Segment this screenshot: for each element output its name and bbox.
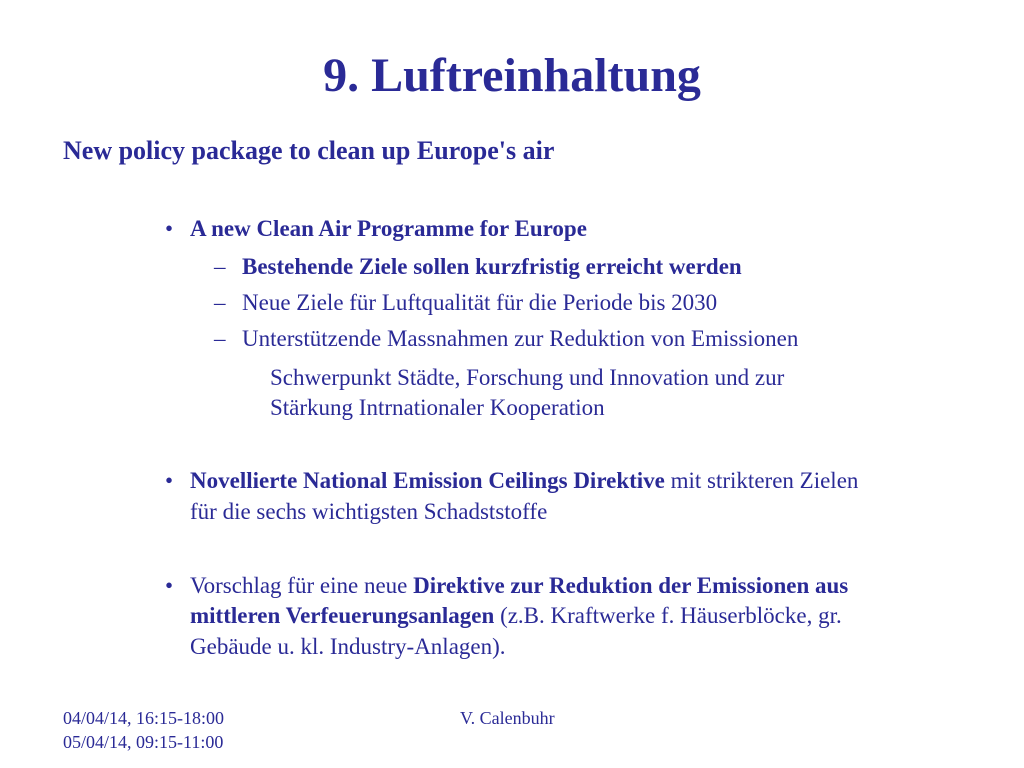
bullet-marker: • (165, 468, 174, 493)
bullet-3-bold-text-2: mittleren Verfeuerungsanlagen (190, 603, 495, 628)
bullet-3-normal-text-2: (z.B. Kraftwerke f. Häuserblöcke, gr. (494, 603, 842, 628)
dash-marker: – (214, 290, 226, 315)
slide-title: 9. Luftreinhaltung (323, 49, 701, 102)
slide-subtitle: New policy package to clean up Europe's air (63, 136, 555, 165)
bullet-2-bold-text: Novellierte National Emission Ceilings Direktive (190, 468, 665, 493)
bullet-marker: • (165, 216, 174, 241)
footer-dates (63, 706, 224, 754)
bullet-3-line-3: Gebäude u. kl. Industry-Anlagen). (190, 634, 506, 659)
bullet-2-line-2: für die sechs wichtigsten Schadststoffe (190, 499, 548, 524)
bullet-2-rest-text: mit strikteren Zielen (664, 468, 859, 493)
dash-marker: – (214, 254, 226, 279)
bullet-3-bold-text: Direktive zur Reduktion der Emissionen aus (413, 573, 849, 598)
bullet-3-line-2 (190, 600, 842, 631)
footer-author: V. Calenbuhr (460, 708, 555, 728)
bullet-3-line-1 (190, 570, 848, 601)
footer-date-line-1: 04/04/14, 16:15-18:00 (63, 708, 224, 728)
bullet-1-note-line-1: Schwerpunkt Städte, Forschung und Innovation und zur (270, 365, 785, 390)
bullet-1-sub-3: Unterstützende Massnahmen zur Reduktion von Emissionen (242, 326, 799, 351)
bullet-1-note-line-2: Stärkung Intrnationaler Kooperation (270, 395, 605, 420)
bullet-1-sub-1: Bestehende Ziele sollen kurzfristig erreicht werden (242, 254, 742, 279)
bullet-3-normal-text: Vorschlag für eine neue (190, 573, 414, 598)
bullet-1-text: A new Clean Air Programme for Europe (190, 216, 587, 241)
bullet-2-line-1 (190, 465, 858, 496)
bullet-1-sub-2: Neue Ziele für Luftqualität für die Periode bis 2030 (242, 290, 718, 315)
dash-marker: – (214, 326, 226, 351)
bullet-marker: • (165, 573, 174, 598)
footer-date-line-2: 05/04/14, 09:15-11:00 (63, 732, 224, 752)
